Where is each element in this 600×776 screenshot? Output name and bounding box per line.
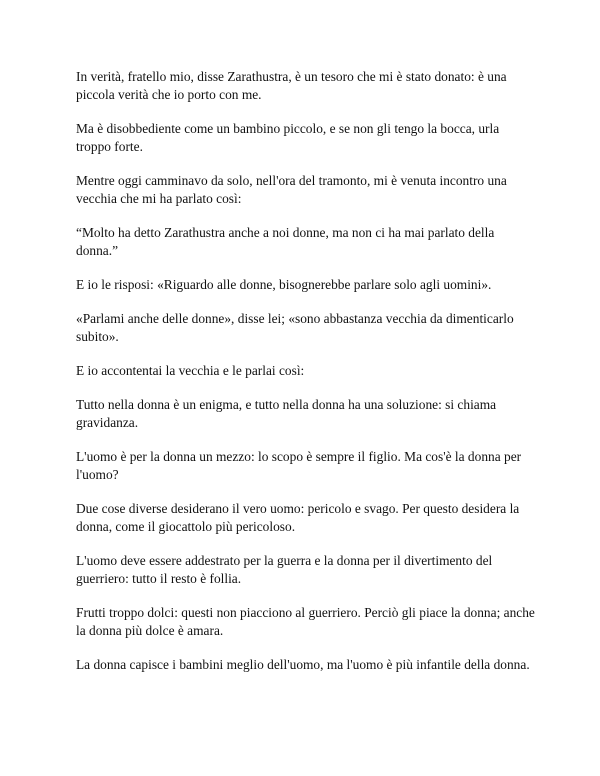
paragraph: L'uomo è per la donna un mezzo: lo scopo è sempre il figlio. Ma cos'è la donna per l'uomo? xyxy=(76,449,522,482)
paragraph: «Parlami anche delle donne», disse lei; «sono abbastanza vecchia da dimenticarlo subito». xyxy=(76,311,514,344)
paragraph: “Molto ha detto Zarathustra anche a noi donne, ma non ci ha mai parlato della donna.” xyxy=(76,225,495,258)
paragraph: L'uomo deve essere addestrato per la guerra e la donna per il divertimento del guerriero: tutto il resto è follia. xyxy=(76,553,493,586)
paragraph: Mentre oggi camminavo da solo, nell'ora del tramonto, mi è venuta incontro una vecchia che mi ha parlato così: xyxy=(76,173,507,206)
paragraph: Frutti troppo dolci: questi non piacciono al guerriero. Perciò gli piace la donna; anche la donna più dolce è amara. xyxy=(76,605,535,638)
paragraph: E io le risposi: «Riguardo alle donne, bisognerebbe parlare solo agli uomini». xyxy=(76,277,492,292)
document-page xyxy=(76,68,536,690)
paragraph: Due cose diverse desiderano il vero uomo: pericolo e svago. Per questo desidera la donna, come il giocattolo più pericoloso. xyxy=(76,501,520,534)
paragraph: Tutto nella donna è un enigma, e tutto nella donna ha una soluzione: si chiama gravidanza. xyxy=(76,397,497,430)
paragraph: E io accontentai la vecchia e le parlai così: xyxy=(76,363,305,378)
paragraph: In verità, fratello mio, disse Zarathustra, è un tesoro che mi è stato donato: è una piccola verità che io porto con me. xyxy=(76,69,507,102)
paragraph: La donna capisce i bambini meglio dell'uomo, ma l'uomo è più infantile della donna. xyxy=(76,657,530,672)
paragraph: Ma è disobbediente come un bambino piccolo, e se non gli tengo la bocca, urla troppo forte. xyxy=(76,121,500,154)
